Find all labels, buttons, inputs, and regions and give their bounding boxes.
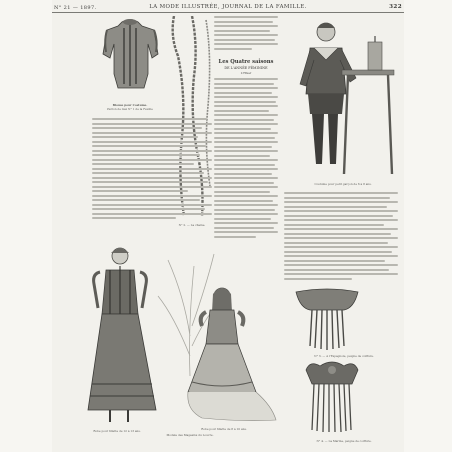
girl-models-caption: Modèle des Magasins du Louvre. <box>166 434 214 437</box>
article-section: L'Hiver <box>240 71 252 75</box>
comb-illustration-marine <box>300 358 364 436</box>
blouse-caption: Blouse pour Costume. <box>112 104 148 107</box>
girl-left-illustration <box>80 244 164 426</box>
comb-one-caption: N° 3. — A l'Espagnole, peigne de coiffure. <box>314 355 374 358</box>
boy-caption: Costume pour petit garçon de 6 à 8 ans. <box>314 183 372 186</box>
article-title: Les Quatre saisons <box>218 59 274 65</box>
blouse-illustration <box>96 14 164 102</box>
blouse-sub-caption: Patron de Gaz N° 1 de la Feuille <box>107 108 153 111</box>
middle-text-column-top <box>214 16 278 58</box>
girl-left-caption: Robe pour fillette de 12 à 13 ans. <box>93 430 141 433</box>
girl-center-illustration <box>172 282 282 424</box>
chain-caption: N° 2. — La chaîne. <box>178 224 206 227</box>
article-subtitle: DE L'ANNÉE FÉMININE <box>224 66 268 70</box>
issue-number: N° 21 — 1897. <box>54 5 97 11</box>
girl-center-caption: Robe pour fillette de 8 à 10 ans. <box>201 428 247 431</box>
right-text-column <box>284 192 398 284</box>
header-rule <box>52 12 404 13</box>
comb-illustration-spanish <box>292 288 362 352</box>
page-number: 322 <box>389 4 402 10</box>
boy-illustration <box>280 14 400 182</box>
middle-text-column <box>214 78 278 258</box>
comb-two-caption: N° 4. — La Marine, peigne de coiffure. <box>316 440 372 443</box>
magazine-page <box>52 0 404 452</box>
journal-title: LA MODE ILLUSTRÉE, JOURNAL DE LA FAMILLE. <box>149 4 307 10</box>
